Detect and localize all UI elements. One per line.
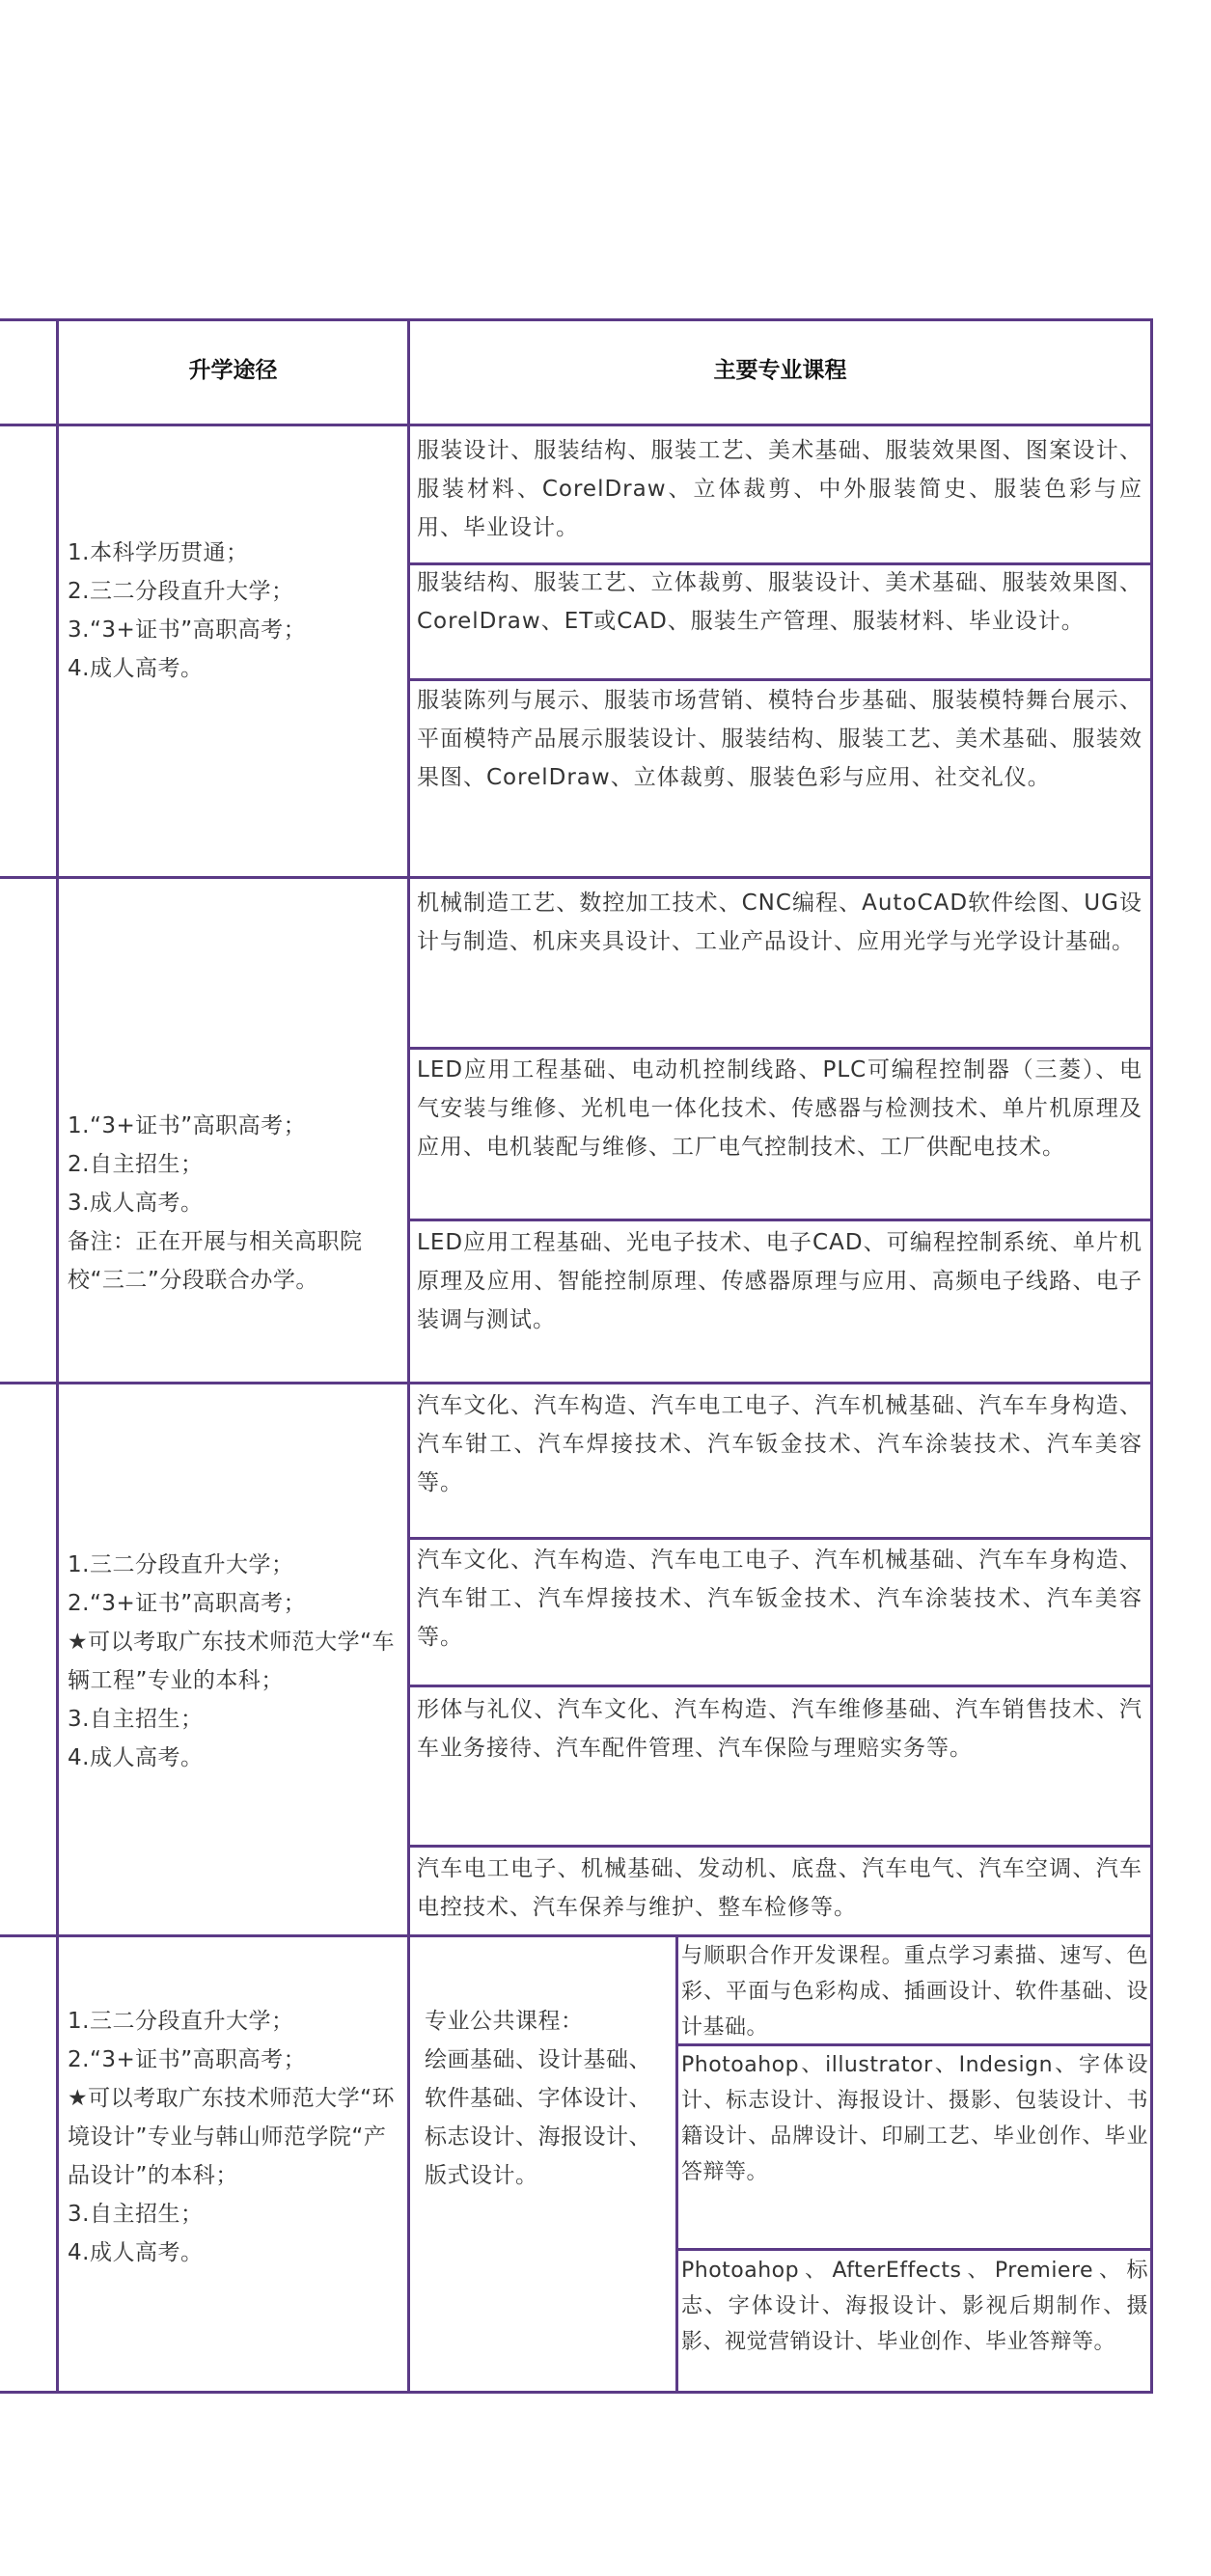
pathway-cell: 1.三二分段直升大学； 2.“3+证书”高职高考； ★可以考取广东技术师范大学“环境设计”专业与韩山师范学院“产品设计”的本科； 3.自主招生； 4.成人高考。 <box>68 2009 396 2265</box>
course-cell: LED应用工程基础、光电子技术、电子CAD、可编程控制系统、单片机原理及应用、智能控制原理、传感器原理与应用、高频电子线路、电子装调与测试。 <box>417 1230 1142 1332</box>
course-cell: 汽车电工电子、机械基础、发动机、底盘、汽车电气、汽车空调、汽车电控技术、汽车保养与维护、整车检修等。 <box>417 1856 1142 1920</box>
pathway-cell: 1.“3+证书”高职高考； 2.自主招生； 3.成人高考。 备注：正在开展与相关高职院校“三二”分段联合办学。 <box>68 1113 363 1293</box>
row-divider <box>410 1537 1153 1540</box>
common-course-cell: 专业公共课程： 绘画基础、设计基础、软件基础、字体设计、标志设计、海报设计、版式设计。 <box>425 2009 651 2188</box>
pathway-cell: 1.本科学历贯通； 2.三二分段直升大学； 3.“3+证书”高职高考； 4.成人高考。 <box>68 540 307 681</box>
course-cell: 机械制造工艺、数控加工技术、CNC编程、AutoCAD软件绘图、UG设计与制造、机床夹具设计、工业产品设计、应用光学与光学设计基础。 <box>417 891 1142 954</box>
header-pathway: 升学途径 <box>188 358 278 383</box>
pathway-cell: 1.三二分段直升大学； 2.“3+证书”高职高考； ★可以考取广东技术师范大学“车辆工程”专业的本科； 3.自主招生； 4.成人高考。 <box>68 1552 396 1770</box>
table-border-top <box>0 318 1153 321</box>
course-cell: 汽车文化、汽车构造、汽车电工电子、汽车机械基础、汽车车身构造、汽车钳工、汽车焊接技术、汽车钣金技术、汽车涂装技术、汽车美容等。 <box>417 1393 1142 1495</box>
course-cell: 与顺职合作开发课程。重点学习素描、速写、色彩、平面与色彩构成、插画设计、软件基础、设计基础。 <box>681 1944 1148 2040</box>
course-cell: 形体与礼仪、汽车文化、汽车构造、汽车维修基础、汽车销售技术、汽车业务接待、汽车配件管理、汽车保险与理赔实务等。 <box>417 1697 1142 1761</box>
course-cell: Photoahop、illustrator、Indesign、字体设计、标志设计、海报设计、摄影、包装设计、书籍设计、品牌设计、印刷工艺、毕业创作、毕业答辩等。 <box>681 2053 1148 2184</box>
course-cell: 服装陈列与展示、服装市场营销、模特台步基础、服装模特舞台展示、平面模特产品展示服装设计、服装结构、服装工艺、美术基础、服装效果图、CorelDraw、立体裁剪、服装色彩与应用、社交礼仪。 <box>417 688 1142 790</box>
column-divider <box>675 1934 678 2394</box>
row-divider <box>410 1845 1153 1848</box>
table-border-bottom <box>0 2391 1153 2394</box>
header-divider <box>0 424 1153 426</box>
row-divider <box>675 2248 1153 2251</box>
row-divider <box>410 1047 1153 1050</box>
row-divider <box>410 1219 1153 1221</box>
table-border-left-inner <box>56 318 59 2394</box>
column-divider <box>407 318 410 2394</box>
group-divider <box>0 876 1153 879</box>
table-border-right <box>1150 318 1153 2394</box>
row-divider <box>410 1685 1153 1687</box>
course-cell: LED应用工程基础、电动机控制线路、PLC可编程控制器（三菱）、电气安装与维修、光机电一体化技术、传感器与检测技术、单片机原理及应用、电机装配与维修、工厂电气控制技术、工厂供配电技术。 <box>417 1057 1142 1160</box>
course-cell: 汽车文化、汽车构造、汽车电工电子、汽车机械基础、汽车车身构造、汽车钳工、汽车焊接技术、汽车钣金技术、汽车涂装技术、汽车美容等。 <box>417 1548 1142 1650</box>
course-cell: 服装结构、服装工艺、立体裁剪、服装设计、美术基础、服装效果图、CorelDraw、ET或CAD、服装生产管理、服装材料、毕业设计。 <box>417 570 1142 634</box>
course-cell: Photoahop、AfterEffects、Premiere、标志、字体设计、海报设计、影视后期制作、摄影、视觉营销设计、毕业创作、毕业答辩等。 <box>681 2259 1148 2354</box>
group-divider <box>0 1934 1153 1937</box>
header-courses: 主要专业课程 <box>713 358 847 383</box>
group-divider <box>0 1382 1153 1384</box>
course-cell: 服装设计、服装结构、服装工艺、美术基础、服装效果图、图案设计、服装材料、CorelDraw、立体裁剪、中外服装简史、服装色彩与应用、毕业设计。 <box>417 438 1142 540</box>
